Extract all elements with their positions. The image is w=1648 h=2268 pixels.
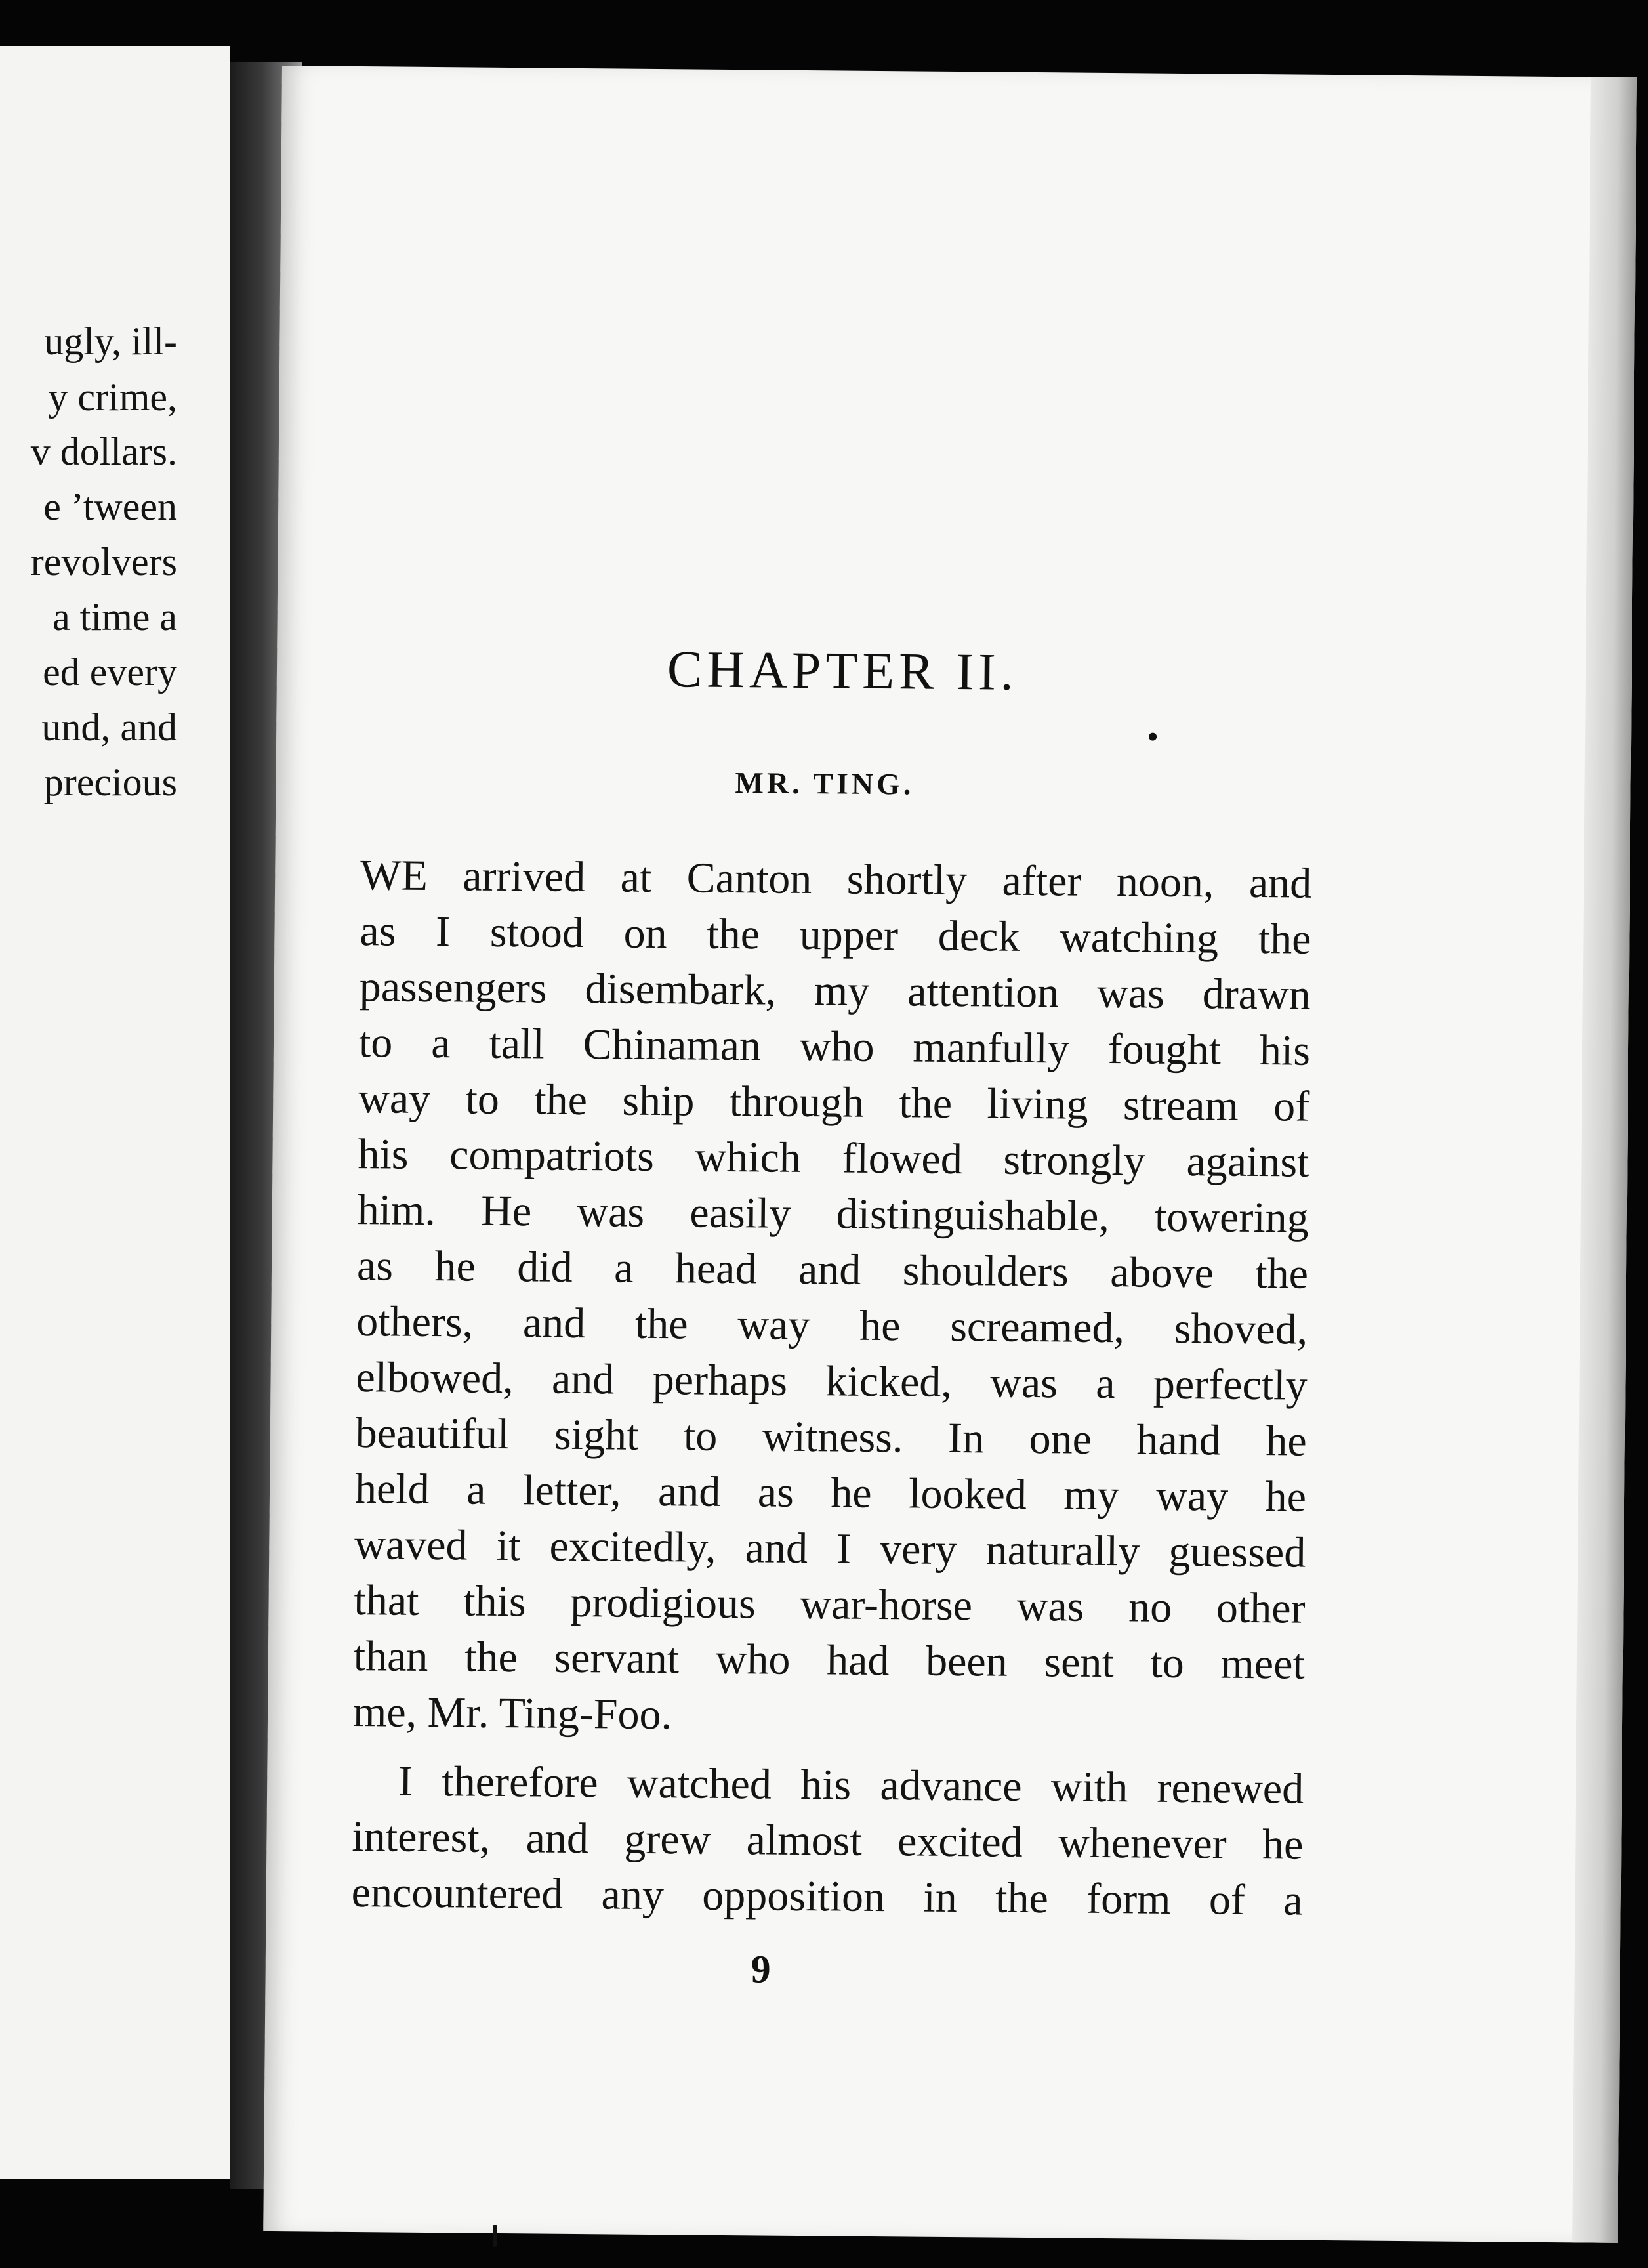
previous-page-line: precious (43, 761, 177, 804)
body-line: others, and the way he screamed, shoved, (356, 1297, 1308, 1354)
body-line: waved it excitedly, and I very naturally guessed (354, 1521, 1306, 1577)
body-line: as I stood on the upper deck watching the (360, 907, 1311, 963)
body-line: way to the ship through the living stream of (358, 1074, 1310, 1131)
previous-page-line: y crime, (48, 375, 177, 419)
previous-page-line: ed every (43, 650, 177, 694)
body-line: him. He was easily distinguishable, towering (357, 1186, 1309, 1242)
previous-page (0, 46, 230, 2179)
previous-page-line: und, and (41, 705, 177, 749)
body-line: beautiful sight to witness. In one hand he (355, 1409, 1308, 1465)
previous-page-line: v dollars. (30, 430, 177, 473)
page-number: 9 (751, 1947, 772, 1991)
current-page (263, 66, 1637, 2243)
chapter-heading: CHAPTER II. (667, 640, 1019, 702)
body-line: his compatriots which flowed strongly against (358, 1130, 1309, 1186)
previous-page-line: revolvers (30, 540, 177, 583)
ink-mark (493, 2225, 497, 2247)
body-line: interest, and grew almost excited whenever he (352, 1813, 1304, 1869)
body-line: elbowed, and perhaps kicked, was a perfectly (356, 1353, 1308, 1410)
previous-page-line: e ’tween (43, 485, 177, 528)
body-line: held a letter, and as he looked my way he (354, 1465, 1307, 1521)
body-line: encountered any opposition in the form of a (351, 1868, 1303, 1925)
body-line: me, Mr. Ting-Foo. (352, 1688, 672, 1739)
body-line: to a tall Chinaman who manfully fought his (358, 1018, 1311, 1075)
previous-page-line: a time a (52, 595, 177, 639)
chapter-subtitle: MR. TING. (735, 766, 915, 801)
body-line: WE arrived at Canton shortly after noon, and (360, 851, 1312, 908)
body-line: passengers disembark, my attention was drawn (359, 963, 1311, 1019)
body-line: as he did a head and shoulders above the (356, 1242, 1309, 1298)
body-line: I therefore watched his advance with renewed (398, 1757, 1304, 1813)
ink-speck (1149, 733, 1157, 741)
previous-page-line: ugly, ill- (44, 320, 177, 363)
page-edge (1572, 77, 1637, 2242)
body-line: that this prodigious war-horse was no other (354, 1576, 1306, 1633)
body-line: than the servant who had been sent to meet (353, 1632, 1306, 1689)
